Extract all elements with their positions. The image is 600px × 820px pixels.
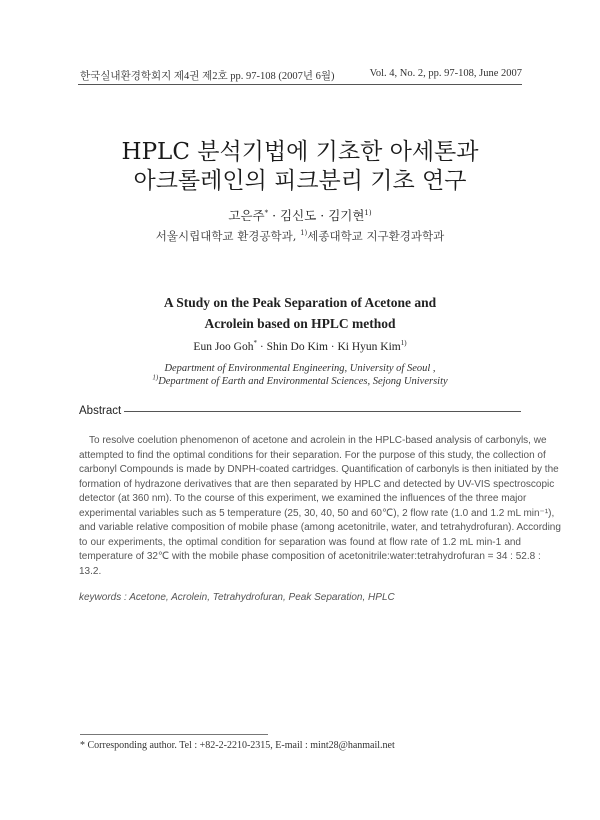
korean-authors [0,206,600,224]
abstract-line: carbonyl Compounds is made by DNPH-coated cartridges. Quantification of carbonyls is then initiated by the [79,464,559,475]
english-title-line-1: A Study on the Peak Separation of Acetone and [163,295,437,310]
korean-title [0,138,600,196]
journal-header-english: Vol. 4, No. 2, pp. 97-108, June 2007 [369,68,522,79]
abstract-line: detector (at 360 nm). To the course of this experiment, we examined the influences of the three major [79,493,527,504]
abstract-line: attempted to find the optimal conditions for their separation. For the purpose of this study, the collection of [79,449,546,461]
abstract-divider [118,411,521,412]
abstract-body [79,434,561,579]
abstract-line: To resolve coelution phenomenon of acetone and acrolein in the HPLC-based analysis of carbonyls, we [89,435,547,446]
korean-author-1: 고은주 [228,208,265,223]
keywords: keywords : Acetone, Acrolein, Tetrahydrofuran, Peak Separation, HPLC [79,592,395,603]
korean-affiliation-1: 서울시립대학교 환경공학과, [155,229,301,243]
korean-affiliation-2: 세종대학교 지구환경과학과 [307,229,445,243]
abstract-line: formation of hydrazone derivatives that are then separated by HPLC and detected by UV-VIS spectroscopic [79,478,555,490]
english-author-1: Eun Joo Goh [193,341,254,353]
footnote-divider [80,734,268,735]
corresponding-mark: * [253,339,257,348]
header-divider [78,84,522,85]
english-affiliations [0,362,600,388]
affiliation-mark: 1) [152,373,159,382]
corresponding-author-footnote: * Corresponding author. Tel : +82-2-2210-2315, E-mail : mint28@hanmail.net [80,740,395,751]
english-affiliation-2: Department of Earth and Environmental Sciences, Sejong University [158,376,448,387]
journal-header-korean: 한국실내환경학회지 제4권 제2호 pp. 97-108 (2007년 6월) [80,71,335,82]
affiliation-mark: 1) [300,229,308,238]
english-title-line-2: Acrolein based on HPLC method [204,316,396,331]
abstract-line: and variable relative composition of mobile phase (among acetonitrile, water, and tetrahydrofuran). According [79,522,561,533]
korean-title-line-2: 아크롤레인의 피크분리 기초 연구 [133,168,467,194]
affiliation-mark: 1) [400,339,407,348]
korean-title-line-1: HPLC 분석기법에 기초한 아세톤과 [121,139,479,165]
abstract-line: to our experiments, the optimal condition for separation was found at flow rate of 1.2 mL min-1 and [79,536,521,548]
abstract-line: 13.2. [79,565,102,577]
english-authors [0,341,600,353]
abstract-line: temperature of 32℃ with the mobile phase composition of acetonitrile:water:tetrahydrofuran = 34 : 52.8 : [79,551,541,562]
abstract-heading: Abstract [79,405,124,417]
affiliation-mark: 1) [364,208,372,217]
corresponding-mark: * [264,208,269,217]
abstract-line: experimental variables such as 5 temperature (25, 30, 40, 50 and 60℃), 2 flow rate (1.0 and 1.2 mL min⁻¹), [79,507,555,519]
english-title [0,292,600,334]
english-affiliation-1: Department of Environmental Engineering, University of Seoul , [164,363,436,374]
english-affiliation-2-line [0,375,600,388]
korean-authors-rest: · 김신도 · 김기현 [268,208,365,223]
korean-affiliations [0,228,600,244]
english-authors-rest: · Shin Do Kim · Ki Hyun Kim [256,341,401,353]
